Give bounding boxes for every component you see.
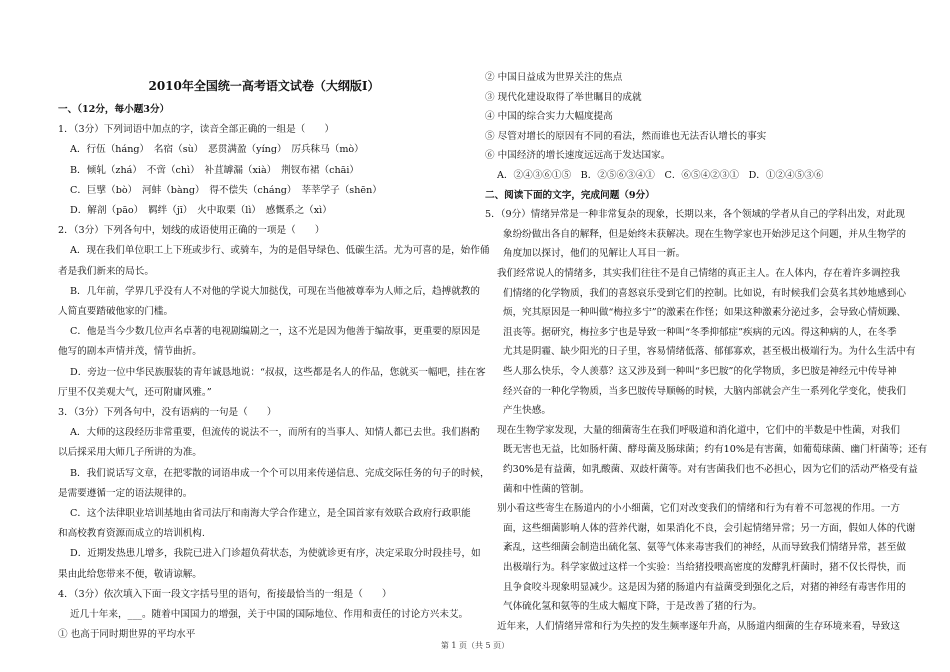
- text-line: 者是我们新来的局长。: [58, 265, 154, 277]
- text-line: 现在生物学家发现，大量的细菌寄生在我们呼吸道和消化道中，它们中的半数是中性菌，对我们: [497, 424, 900, 436]
- text-line: B．我们说话写文章，在把零散的词语串成一个个可以用来传递信息、完成交际任务的句子的时候，: [70, 467, 490, 479]
- text-line: 是需要遵循一定的语法规律的。: [58, 487, 193, 499]
- text-line: 1．（3分）下列词语中加点的字，读音全部正确的一组是（ ）: [58, 124, 335, 136]
- text-line: ② 中国日益成为世界关注的焦点: [485, 72, 623, 83]
- text-line: ⑥ 中国经济的增长速度远远高于发达国家。: [485, 150, 671, 162]
- text-line: ① 也高于同时期世界的平均水平: [58, 629, 196, 641]
- text-line: 近年来，人们情绪异常和行为失控的发生频率逐年升高，从肠道内细菌的生存环境来看，导致这: [497, 620, 900, 632]
- text-line: 4．（3分）依次填入下面一段文字括号里的语句，衔接最恰当的一组是（ ）: [58, 588, 392, 600]
- text-line: 既无害也无益，比如肠杆菌、酵母菌及肠球菌；约有10%是有害菌，如葡萄球菌、幽门杆菌等；还有: [503, 444, 928, 456]
- text-line: 象纷纷做出各自的解释，但是始终未获解决。现在生物学家也开始涉足这个问题，并从生物学的: [503, 228, 906, 240]
- text-line: 气体硫化氢和氨等的生成大幅度下降，于是改善了猪的行为。: [503, 601, 763, 613]
- text-line: 2．（3分）下列各句中，划线的成语使用正确的一项是（ ）: [58, 225, 325, 237]
- text-line: 烦，究其原因是一种叫做“梅拉多宁”的激素在作怪；如果这种激素分泌过多，会导致心情烦躁、: [503, 307, 907, 319]
- text-line: 约30%是有益菌，如乳酸菌、双歧杆菌等。对有害菌我们也不必担心，因为它们的活动严格受有益: [503, 464, 918, 475]
- text-line: 面，这些细菌影响人体的营养代谢，如果消化不良，会引起情绪异常；另一方面，假如人体的代谢: [503, 522, 916, 534]
- section-heading: 一、（12分，每小题3分）: [58, 104, 170, 115]
- text-line: 我们经常说人的情绪多，其实我们往往不是自己情绪的真正主人。在人体内，存在着许多调控我: [497, 268, 900, 279]
- section-heading: 二、阅读下面的文字，完成问题（9分）: [485, 189, 655, 201]
- text-line: D．旁边一位中华民族服装的青年诚恳地说：“叔叔，这些都是名人的作品，您就买一幅吧，挂在客: [70, 366, 486, 378]
- text-line: 且争食咬斗现象明显减少。这是因为猪的肠道内有益菌受到强化之后，对猪的神经有毒害作用的: [503, 581, 906, 593]
- text-line: 5．（9分）情绪异常是一种非常复杂的现象，长期以来，各个领域的学者从自己的学科出发，对此现: [485, 209, 905, 221]
- text-line: A．②④③⑥①⑤ B．②⑤⑥③④① C．⑥⑤④②③① D．①②④⑤③⑥: [497, 170, 824, 181]
- exam-title: 2010年全国统一高考语文试卷（大纲版Ⅰ）: [148, 79, 380, 93]
- text-line: 们情绪的化学物质，我们的喜怒哀乐受到它们的控制。比如说，有时候我们会莫名其妙地感到心: [503, 287, 906, 299]
- text-line: 角度加以探讨，他们的见解让人耳目一新。: [503, 248, 686, 260]
- text-line: 果由此给您带来不便，敬请谅解。: [58, 568, 202, 580]
- text-line: 沮丧等。据研究，梅拉多宁也是导致一种叫“冬季抑郁症”疾病的元凶。得这种病的人，在冬季: [503, 326, 897, 338]
- text-line: 紊乱，这些细菌会制造出硫化氢、氨等气体来毒害我们的神经，从而导致我们情绪异常，甚至做: [503, 542, 906, 554]
- page-footer: 第 1 页（共 5 页）: [440, 641, 510, 650]
- text-line: 出极端行为。科学家做过这样一个实验：当给猪投喂高密度的发酵乳杆菌时，猪不仅长得快，而: [503, 562, 906, 573]
- text-line: A．大师的这段经历非常重要，但流传的说法不一，而所有的当事人、知情人都已去世。我们斟酌: [70, 427, 480, 439]
- text-line: D．近期发热患儿增多，我院已进入门诊超负荷状态，为使就诊更有序，决定采取分时段挂号，如: [70, 548, 481, 560]
- text-line: A．行伍（háng） 名宿（sù） 恶贯满盈（yíng） 厉兵秣马（mò）: [70, 144, 364, 156]
- text-line: 尤其是阴霾、缺少阳光的日子里，容易情绪低落、郁郁寡欢，甚至极出极端行为。为什么生活中有: [503, 346, 916, 358]
- text-line: 厅里不仅美观大气，还可附庸风雅。”: [58, 386, 212, 398]
- text-line: ④ 中国的综合实力大幅度提高: [485, 111, 613, 123]
- text-line: B．几年前，学界几乎没有人不对他的学说大加挞伐，可现在当他被尊奉为人师之后，趋搏就教的: [70, 285, 480, 297]
- text-line: 以后採采用大师几子所讲的为准。: [58, 447, 202, 459]
- text-line: 和高校教育资源而成立的培训机构.: [58, 528, 205, 540]
- text-line: 产生快感。: [503, 405, 551, 417]
- text-line: 人简直要踏破他家的门槛。: [58, 306, 174, 317]
- text-line: 菌和中性菌的管制。: [503, 483, 590, 495]
- text-line: D．解剖（pāo） 羁绊（jī） 火中取栗（lì） 感慨系之（xì）: [70, 205, 332, 216]
- text-line: C．巨擘（bò） 河蚌（bàng） 得不偿失（cháng） 莘莘学子（shēn）: [70, 184, 382, 196]
- text-line: ③ 现代化建设取得了举世瞩目的成就: [485, 91, 642, 103]
- text-line: 经兴奋的一种化学物质，当多巴胺传导顺畅的时候，大脑内部就会产生一系列化学变化，使我们: [503, 385, 906, 397]
- text-line: 他写的剧本声情并茂，情节曲折。: [58, 346, 202, 358]
- text-line: 些人那么快乐，令人羡慕？这又涉及到一种叫“多巴胺”的化学物质，多巴胺是神经元中传导神: [503, 366, 897, 377]
- text-line: B．倾轧（zhá） 不啻（chì） 补苴罅漏（xià） 荆钗布裙（chāi）: [70, 164, 360, 176]
- text-line: 3．（3分）下列各句中，没有语病的一句是（ ）: [58, 407, 277, 418]
- text-line: ⑤ 尽管对增长的原因有不同的看法，然而谁也无法否认增长的事实: [485, 130, 767, 142]
- text-line: C．他是当今少数几位声名卓著的电视剧编剧之一，这不光是因为他善于编故事，更重要的原因是: [70, 326, 481, 338]
- text-line: 别小看这些寄生在肠道内的小小细菌，它们对改变我们的情绪和行为有着不可忽视的作用。一方: [497, 503, 900, 515]
- text-line: C．这个法律职业培训基地由省司法厅和南海大学合作建立，是全国首家有效联合政府行政职能: [70, 508, 471, 519]
- text-line: A．现在我们单位职工上下班或步行、或骑车，为的是倡导绿色、低碳生活。尤为可喜的是，始作俑: [70, 245, 490, 257]
- text-line: 近几十年来，___。随着中国国力的增强，关于中国的国际地位、作用和责任的讨论方兴未艾。: [70, 609, 469, 620]
